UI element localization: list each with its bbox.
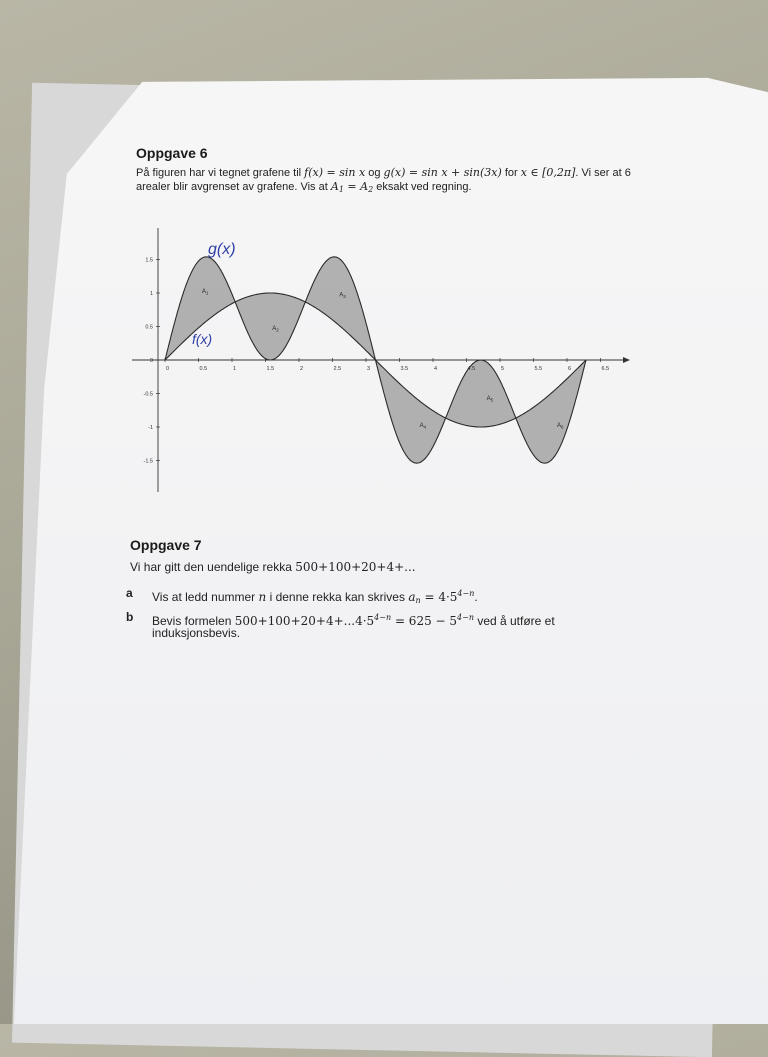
task6-line2: arealer blir avgrenset av grafene. Vis at $A_1 = A_2$ eksakt ved regning. (136, 180, 472, 194)
x-tick-label: 1.5 (266, 366, 275, 372)
task7b-letter: b (126, 610, 134, 624)
task7b-text: Bevis formelen $500+100+20+4+...4\cdot 5^{4-n} = 625 - 5^{4-n}$ ved å utføre et (152, 613, 555, 628)
task7-title: Oppgave 7 (130, 537, 202, 553)
y-tick-label: 1 (149, 291, 153, 297)
x-tick-label: 0.5 (199, 366, 208, 372)
region-label-a5: $A_5$ (486, 396, 494, 403)
task7a-letter: a (126, 586, 133, 600)
region-label-a3: $A_3$ (339, 292, 346, 299)
x-tick-label: 0 (166, 366, 170, 372)
y-tick-label: 1.5 (145, 257, 153, 264)
x-tick-label: 4.5 (467, 366, 476, 372)
y-tick-label: 0.5 (145, 324, 153, 331)
handwritten-label-fx: f(x) (192, 331, 213, 347)
y-tick-label: 0 (149, 358, 153, 364)
task7a-text: Vis at ledd nummer n i denne rekka kan skrives $a_n = 4\cdot 5^{4-n}$. (152, 589, 478, 605)
region-label-a1: $A_1$ (201, 289, 209, 296)
x-tick-label: 2.5 (333, 366, 342, 372)
x-tick-label: 2 (300, 366, 304, 372)
y-tick-label: -1 (148, 425, 153, 431)
task7-intro: Vi har gitt den uendelige rekka 500+100+20+4+... (130, 560, 416, 574)
x-tick-label: 3 (367, 366, 371, 372)
region-label-a6: $A_6$ (556, 423, 564, 430)
handwritten-label-gx: g(x) (208, 241, 236, 258)
region-label-a2: $A_2$ (272, 325, 279, 333)
function-graph (120, 220, 640, 505)
region-label-a4: $A_4$ (419, 423, 427, 430)
x-axis-arrow (623, 357, 630, 363)
series-expression: 500+100+20+4+... (295, 560, 416, 574)
x-tick-label: 6 (568, 366, 572, 372)
task7b-text-cont: induksjonsbevis. (152, 626, 241, 640)
x-tick-label: 5.5 (534, 366, 543, 372)
paper-sheet (14, 0, 768, 1024)
x-tick-label: 3.5 (400, 366, 409, 372)
x-tick-label: 5 (501, 366, 505, 372)
x-tick-label: 4 (434, 366, 438, 372)
task6-title: Oppgave 6 (136, 145, 208, 161)
x-tick-label: 1 (233, 366, 237, 372)
y-tick-label: -0.5 (143, 391, 153, 398)
x-tick-label: 6.5 (601, 366, 610, 372)
task6-line1: På figuren har vi tegnet grafene til f(x) = sin x og g(x) = sin x + sin(3x) for x ∈ [0,2π]. Vi ser at 6 (136, 166, 631, 179)
y-tick-label: -1.5 (143, 458, 153, 465)
